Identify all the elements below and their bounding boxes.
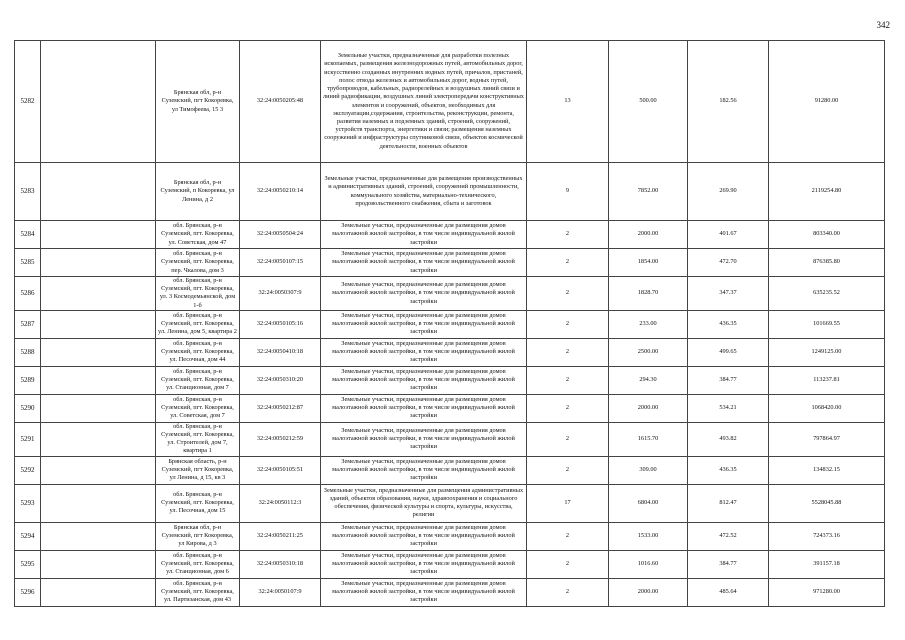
cadastral-number-cell: 32:24:0050310:20 — [240, 366, 321, 394]
cadastral-number-cell: 32:24:0050205:48 — [240, 41, 321, 163]
specific-value-cell: 182.56 — [688, 41, 769, 163]
address-cell: обл. Брянская, р-н Суземский, пгт. Кокоревка, ул. Партизанская, дом 43 — [156, 578, 240, 606]
blank-cell — [41, 578, 156, 606]
cadastral-value-cell: 5528045.88 — [769, 484, 885, 522]
use-group-cell: 2 — [527, 522, 609, 550]
address-cell: обл. Брянская, р-н Суземский, пгт. Кокоревка, ул. Строителей, дом 7, квартира 1 — [156, 422, 240, 456]
area-cell: 7852.00 — [609, 163, 688, 221]
land-use-cell: Земельные участки, предназначенные для разработки полезных ископаемых, размещения железнодорожных путей, автомобильных дорог, искусственно созданных внутренних водных путей, причалов, пристаней, полос отвода железных и автомобильных дорог, водных путей, трубопроводов, кабельных, радиорелейных и воздушных линий связи и линий радиофикации, воздушных линий электропередачи конструктивных элементов и сооружений, объектов, необходимых для эксплуатации,содержания, строительства, реконструкции, ремонта, развития наземных и подземных зданий, строений, сооружений, устройств транспорта, энергетики и связи; размещения наземных сооружений и инфраструктуры спутниковой связи, объектов космической деятельности, военных объектов — [321, 41, 527, 163]
blank-cell — [41, 221, 156, 249]
use-group-cell: 2 — [527, 277, 609, 311]
land-use-cell: Земельные участки, предназначенные для размещения домов малоэтажной жилой застройки, в том числе индивидуальной жилой застройки — [321, 394, 527, 422]
cadastral-value-cell: 724373.16 — [769, 522, 885, 550]
blank-cell — [41, 456, 156, 484]
land-use-cell: Земельные участки, предназначенные для размещения домов малоэтажной жилой застройки, в том числе индивидуальной жилой застройки — [321, 550, 527, 578]
area-cell: 1533.00 — [609, 522, 688, 550]
address-cell: обл. Брянская, р-н Суземский, пгт. Кокоревка, пер. Чкалова, дом 3 — [156, 249, 240, 277]
use-group-cell: 2 — [527, 366, 609, 394]
area-cell: 1615.70 — [609, 422, 688, 456]
table-row — [15, 578, 885, 606]
area-cell: 6804.00 — [609, 484, 688, 522]
table-row — [15, 550, 885, 578]
cadastral-number-cell: 32:24:0050107:15 — [240, 249, 321, 277]
specific-value-cell: 534.21 — [688, 394, 769, 422]
row-number-cell: 5296 — [15, 578, 41, 606]
row-number-cell: 5294 — [15, 522, 41, 550]
cadastral-number-cell: 32:24:0050212:87 — [240, 394, 321, 422]
blank-cell — [41, 310, 156, 338]
area-cell: 1016.60 — [609, 550, 688, 578]
cadastral-value-cell: 1068420.00 — [769, 394, 885, 422]
row-number-cell: 5287 — [15, 310, 41, 338]
use-group-cell: 13 — [527, 41, 609, 163]
address-cell: Брянская обл, р-н Суземский, пгт Кокоревка, ул Тимофеева, 15 3 — [156, 41, 240, 163]
specific-value-cell: 499.65 — [688, 338, 769, 366]
land-use-cell: Земельные участки, предназначенные для размещения производственных и административных зданий, строений, сооружений промышленности, коммунального хозяйства, материально-технического, продовольственного снабжения, сбыта и заготовок — [321, 163, 527, 221]
cadastral-number-cell: 32:24:0050112:3 — [240, 484, 321, 522]
specific-value-cell: 384.77 — [688, 550, 769, 578]
blank-cell — [41, 338, 156, 366]
address-cell: обл. Брянская, р-н Суземский, пгт. Кокоревка, ул. 3 Космодемьянской, дом 1-б — [156, 277, 240, 311]
blank-cell — [41, 41, 156, 163]
blank-cell — [41, 522, 156, 550]
specific-value-cell: 401.67 — [688, 221, 769, 249]
address-cell: Брянская обл, р-н Суземский, п Кокоревка, ул Ленина, д 2 — [156, 163, 240, 221]
blank-cell — [41, 422, 156, 456]
row-number-cell: 5291 — [15, 422, 41, 456]
blank-cell — [41, 484, 156, 522]
specific-value-cell: 436.35 — [688, 456, 769, 484]
cadastral-value-cell: 635235.52 — [769, 277, 885, 311]
specific-value-cell: 269.90 — [688, 163, 769, 221]
row-number-cell: 5288 — [15, 338, 41, 366]
area-cell: 2000.00 — [609, 394, 688, 422]
cadastral-number-cell: 32:24:0050504:24 — [240, 221, 321, 249]
area-cell: 1854.00 — [609, 249, 688, 277]
cadastral-number-cell: 32:24:0050210:14 — [240, 163, 321, 221]
cadastral-number-cell: 32:24:0050212:59 — [240, 422, 321, 456]
address-cell: обл. Брянская, р-н Суземский, пгт. Кокоревка, ул. Станционная, дом 7 — [156, 366, 240, 394]
use-group-cell: 2 — [527, 550, 609, 578]
row-number-cell: 5290 — [15, 394, 41, 422]
address-cell: обл. Брянская, р-н Суземский, пгт. Кокоревка, ул. Советская, дом 7 — [156, 394, 240, 422]
land-use-cell: Земельные участки, предназначенные для размещения домов малоэтажной жилой застройки, в том числе индивидуальной жилой застройки — [321, 522, 527, 550]
cadastral-value-cell: 391157.18 — [769, 550, 885, 578]
cadastral-value-cell: 101669.55 — [769, 310, 885, 338]
address-cell: Брянская обл, р-н Суземский, пгт Кокоревка, ул Кирова, д 3 — [156, 522, 240, 550]
row-number-cell: 5289 — [15, 366, 41, 394]
area-cell: 2000.00 — [609, 578, 688, 606]
use-group-cell: 2 — [527, 578, 609, 606]
row-number-cell: 5285 — [15, 249, 41, 277]
land-use-cell: Земельные участки, предназначенные для размещения домов малоэтажной жилой застройки, в том числе индивидуальной жилой застройки — [321, 277, 527, 311]
page-number: 342 — [876, 20, 890, 30]
blank-cell — [41, 163, 156, 221]
cadastral-value-cell: 971280.00 — [769, 578, 885, 606]
specific-value-cell: 436.35 — [688, 310, 769, 338]
cadastral-number-cell: 32:24:0050307:9 — [240, 277, 321, 311]
cadastral-number-cell: 32:24:0050211:25 — [240, 522, 321, 550]
table-row — [15, 310, 885, 338]
table-row — [15, 456, 885, 484]
table-row — [15, 394, 885, 422]
blank-cell — [41, 249, 156, 277]
land-use-cell: Земельные участки, предназначенные для размещения домов малоэтажной жилой застройки, в том числе индивидуальной жилой застройки — [321, 338, 527, 366]
specific-value-cell: 493.82 — [688, 422, 769, 456]
row-number-cell: 5293 — [15, 484, 41, 522]
area-cell: 2500.00 — [609, 338, 688, 366]
use-group-cell: 2 — [527, 221, 609, 249]
area-cell: 500.00 — [609, 41, 688, 163]
cadastral-number-cell: 32:24:0050105:51 — [240, 456, 321, 484]
blank-cell — [41, 394, 156, 422]
row-number-cell: 5282 — [15, 41, 41, 163]
cadastral-number-cell: 32:24:0050107:9 — [240, 578, 321, 606]
land-use-cell: Земельные участки, предназначенные для размещения домов малоэтажной жилой застройки, в том числе индивидуальной жилой застройки — [321, 310, 527, 338]
specific-value-cell: 472.70 — [688, 249, 769, 277]
cadastral-value-cell: 91280.00 — [769, 41, 885, 163]
table-row — [15, 338, 885, 366]
land-use-cell: Земельные участки, предназначенные для размещения домов малоэтажной жилой застройки, в том числе индивидуальной жилой застройки — [321, 578, 527, 606]
table-row — [15, 277, 885, 311]
cadastral-value-cell: 134832.15 — [769, 456, 885, 484]
row-number-cell: 5286 — [15, 277, 41, 311]
address-cell: обл. Брянская, р-н Суземский, пгт. Кокоревка, ул. Песочная, дом 15 — [156, 484, 240, 522]
row-number-cell: 5295 — [15, 550, 41, 578]
area-cell: 2000.00 — [609, 221, 688, 249]
address-cell: обл. Брянская, р-н Суземский, пгт. Кокоревка, ул. Станционная, дом 6 — [156, 550, 240, 578]
address-cell: Брянская область, р-н Суземский, пгт Кокоревка, ул Ленина, д 15, кв 3 — [156, 456, 240, 484]
use-group-cell: 2 — [527, 422, 609, 456]
use-group-cell: 17 — [527, 484, 609, 522]
land-use-cell: Земельные участки, предназначенные для размещения домов малоэтажной жилой застройки, в том числе индивидуальной жилой застройки — [321, 366, 527, 394]
table-row — [15, 41, 885, 163]
use-group-cell: 2 — [527, 456, 609, 484]
cadastral-value-cell: 876385.80 — [769, 249, 885, 277]
cadastral-number-cell: 32:24:0050310:18 — [240, 550, 321, 578]
land-use-cell: Земельные участки, предназначенные для размещения домов малоэтажной жилой застройки, в том числе индивидуальной жилой застройки — [321, 221, 527, 249]
land-use-cell: Земельные участки, предназначенные для размещения домов малоэтажной жилой застройки, в том числе индивидуальной жилой застройки — [321, 422, 527, 456]
row-number-cell: 5284 — [15, 221, 41, 249]
blank-cell — [41, 366, 156, 394]
cadastral-value-cell: 113237.81 — [769, 366, 885, 394]
row-number-cell: 5292 — [15, 456, 41, 484]
blank-cell — [41, 550, 156, 578]
table-row — [15, 221, 885, 249]
table-row — [15, 366, 885, 394]
area-cell: 1828.70 — [609, 277, 688, 311]
land-use-cell: Земельные участки, предназначенные для размещения домов малоэтажной жилой застройки, в том числе индивидуальной жилой застройки — [321, 456, 527, 484]
row-number-cell: 5283 — [15, 163, 41, 221]
blank-cell — [41, 277, 156, 311]
cadastral-value-cell: 803340.00 — [769, 221, 885, 249]
table-row — [15, 484, 885, 522]
address-cell: обл. Брянская, р-н Суземский, пгт. Кокоревка, ул. Песочная, дом 44 — [156, 338, 240, 366]
table-row — [15, 522, 885, 550]
specific-value-cell: 485.64 — [688, 578, 769, 606]
cadastral-number-cell: 32:24:0050105:16 — [240, 310, 321, 338]
specific-value-cell: 812.47 — [688, 484, 769, 522]
table-row — [15, 163, 885, 221]
address-cell: обл. Брянская, р-н Суземский, пгт. Кокоревка, ул. Советская, дом 47 — [156, 221, 240, 249]
address-cell: обл. Брянская, р-н Суземский, пгт. Кокоревка, ул. Ленина, дом 5, квартира 2 — [156, 310, 240, 338]
cadastral-value-cell: 1249125.00 — [769, 338, 885, 366]
use-group-cell: 2 — [527, 249, 609, 277]
specific-value-cell: 384.77 — [688, 366, 769, 394]
land-use-cell: Земельные участки, предназначенные для размещения административных зданий, объектов образования, науки, здравоохранения и социального обеспечения, физической культуры и спорта, культуры, искусства, религии — [321, 484, 527, 522]
cadastral-value-table — [14, 40, 885, 607]
area-cell: 294.30 — [609, 366, 688, 394]
specific-value-cell: 472.52 — [688, 522, 769, 550]
table-row — [15, 422, 885, 456]
table-row — [15, 249, 885, 277]
use-group-cell: 2 — [527, 310, 609, 338]
cadastral-number-cell: 32:24:0050410:18 — [240, 338, 321, 366]
specific-value-cell: 347.37 — [688, 277, 769, 311]
use-group-cell: 2 — [527, 394, 609, 422]
use-group-cell: 9 — [527, 163, 609, 221]
cadastral-value-cell: 2119254.80 — [769, 163, 885, 221]
cadastral-value-cell: 797864.97 — [769, 422, 885, 456]
area-cell: 309.00 — [609, 456, 688, 484]
use-group-cell: 2 — [527, 338, 609, 366]
table-body — [15, 41, 885, 607]
area-cell: 233.00 — [609, 310, 688, 338]
land-use-cell: Земельные участки, предназначенные для размещения домов малоэтажной жилой застройки, в том числе индивидуальной жилой застройки — [321, 249, 527, 277]
